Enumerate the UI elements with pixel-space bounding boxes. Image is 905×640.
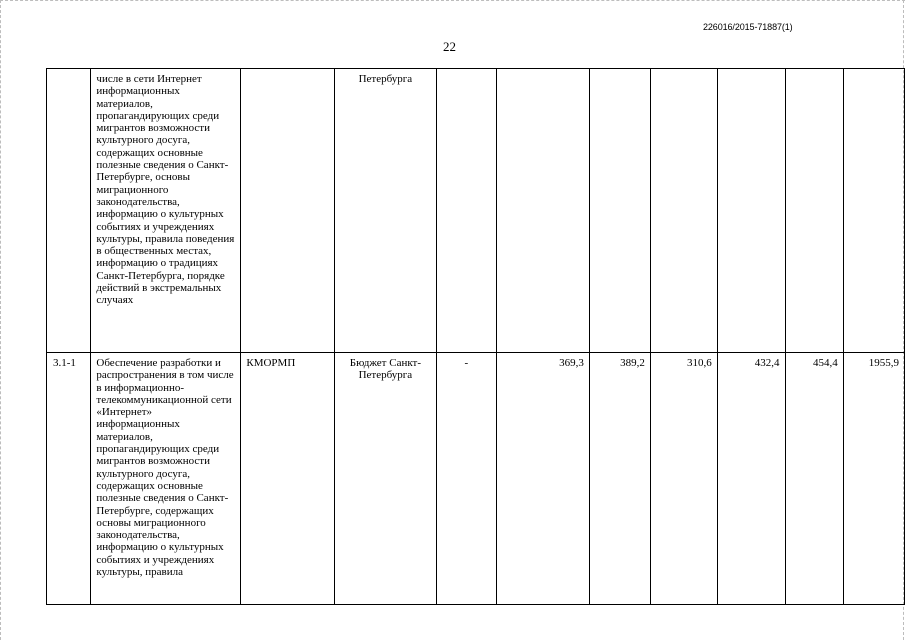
document-id: 226016/2015-71887(1) [703, 22, 793, 32]
cell-number: 3.1-1 [47, 353, 91, 605]
cell-number [47, 69, 91, 353]
page-number: 22 [443, 39, 456, 54]
cell-executor [241, 69, 335, 353]
cell-value-2: 369,3 [496, 353, 589, 605]
cell-value-6 [785, 69, 843, 353]
cell-executor: КМОРМП [241, 353, 335, 605]
cell-value-6: 454,4 [785, 353, 843, 605]
cell-value-5 [717, 69, 785, 353]
cell-value-4: 310,6 [650, 353, 717, 605]
cell-description: Обеспечение разработки и распространения в том числе в информационно-телекоммуникационной сети «Интернет» информационных материалов, пропагандирующих среди мигрантов возможности культурного досуга, содержащих основные полезные сведения о Санкт-Петербурге, содержащих основы миграционного законодательства, информацию о культурных событиях и учреждениях культуры, правила [91, 353, 241, 605]
cell-funding-source: Петербурга [335, 69, 437, 353]
cell-value-3 [589, 69, 650, 353]
table-row [47, 353, 905, 605]
cell-value-3: 389,2 [589, 353, 650, 605]
page-frame-left [0, 0, 1, 640]
cell-funding-source: Бюджет Санкт-Петербурга [335, 353, 437, 605]
cell-total [843, 69, 904, 353]
page-frame-top [0, 0, 905, 1]
cell-total: 1955,9 [843, 353, 904, 605]
cell-value-4 [650, 69, 717, 353]
cell-value-5: 432,4 [717, 353, 785, 605]
table-row [47, 69, 905, 353]
cell-value-2 [496, 69, 589, 353]
cell-value-1 [436, 69, 496, 353]
cell-description: числе в сети Интернет информационных материалов, пропагандирующих среди мигрантов возможности культурного досуга, содержащих основные полезные сведения о Санкт-Петербурге, основы миграционного законодательства, информацию о культурных событиях и учреждениях культуры, правила поведения в общественных местах, информацию о традициях Санкт-Петербурга, порядке действий в экстремальных случаях [91, 69, 241, 353]
program-table [46, 68, 905, 605]
cell-value-1: - [436, 353, 496, 605]
